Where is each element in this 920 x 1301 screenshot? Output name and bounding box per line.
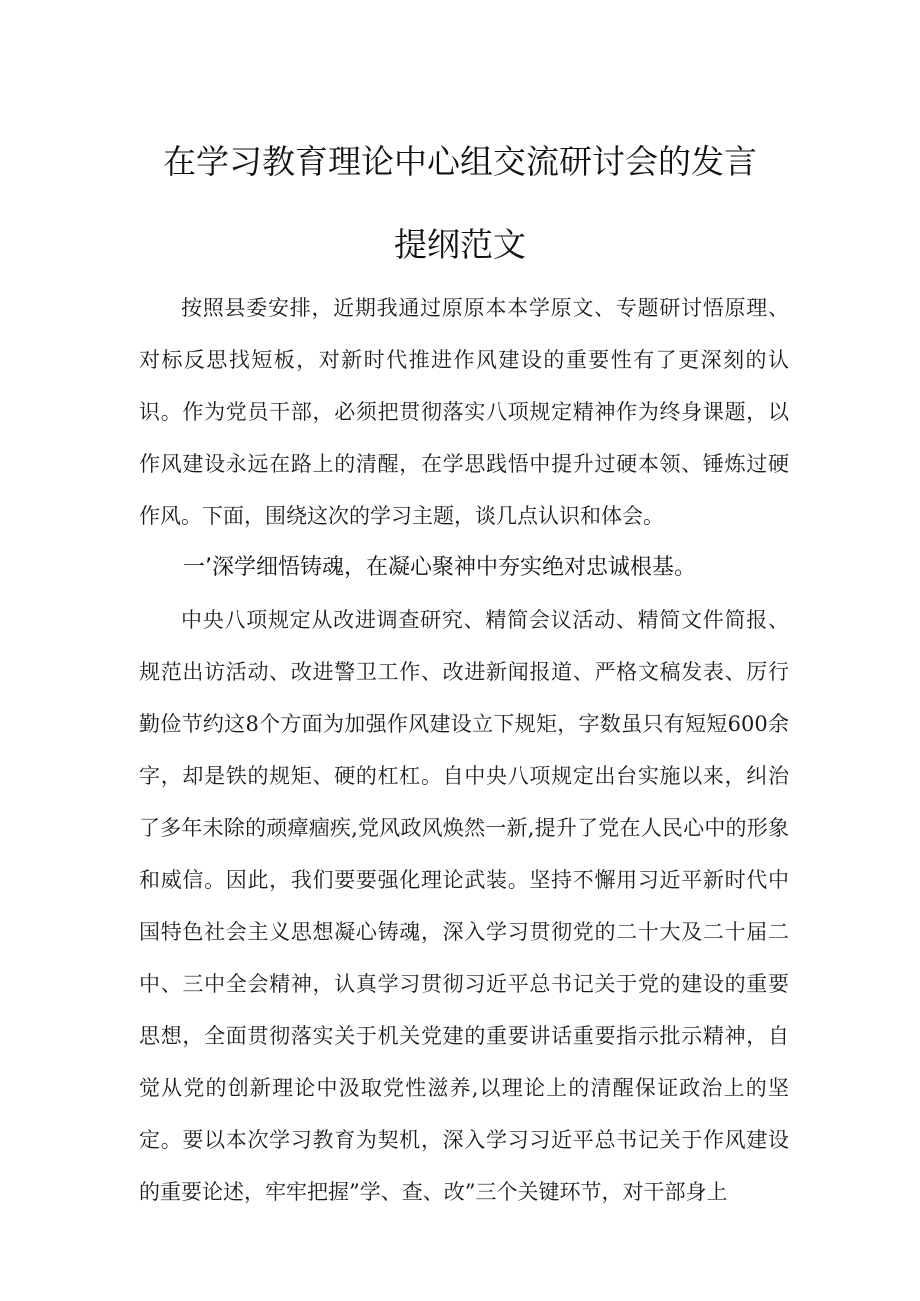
body-paragraph: 中央八项规定从改进调查研究、精简会议活动、精简文件简报、规范出访活动、改进警卫工作、改进新闻报道、严格文稿发表、厉行勤俭节约这8个方面为加强作风建设立下规矩，字数虽只有短短600余字，却是铁的规矩、硬的杠杠。自中央八项规定出台实施以来，纠治了多年未除的顽瘴痼疾,党风政风焕然一新,提升了党在人民心中的形象和威信。因此，我们要要强化理论武装。坚持不懈用习近平新时代中国特色社会主义思想凝心铸魂，深入学习贯彻党的二十大及二十届二中、三中全会精神，认真学习贯彻习近平总书记关于党的建设的重要思想，全面贯彻落实关于机关党建的重要讲话重要指示批示精神，自觉从党的创新理论中汲取党性滋养,以理论上的清醒保证政治上的坚定。要以本次学习教育为契机，深入学习习近平总书记关于作风建设的重要论述，牢牢把握”学、查、改”三个关键环节，对干部身上: [139, 608, 789, 1204]
section-heading-1: 一’深学细悟铸魂，在凝心聚神中夯实绝对忠诚根基。: [183, 555, 696, 580]
document-title-line-1: 在学习教育理论中心组交流研讨会的发言: [163, 142, 757, 181]
document-body: [139, 282, 789, 1218]
intro-paragraph: 按照县委安排，近期我通过原原本本学原文、专题研讨悟原理、对标反思找短板，对新时代推进作风建设的重要性有了更深刻的认识。作为党员干部，必须把贯彻落实八项规定精神作为终身课题，以作风建设永远在路上的清醒，在学思践悟中提升过硬本领、锤炼过硬作风。下面，围绕这次的学习主题，谈几点认识和体会。: [139, 296, 789, 528]
document-title-line-2: 提纲范文: [394, 225, 526, 264]
